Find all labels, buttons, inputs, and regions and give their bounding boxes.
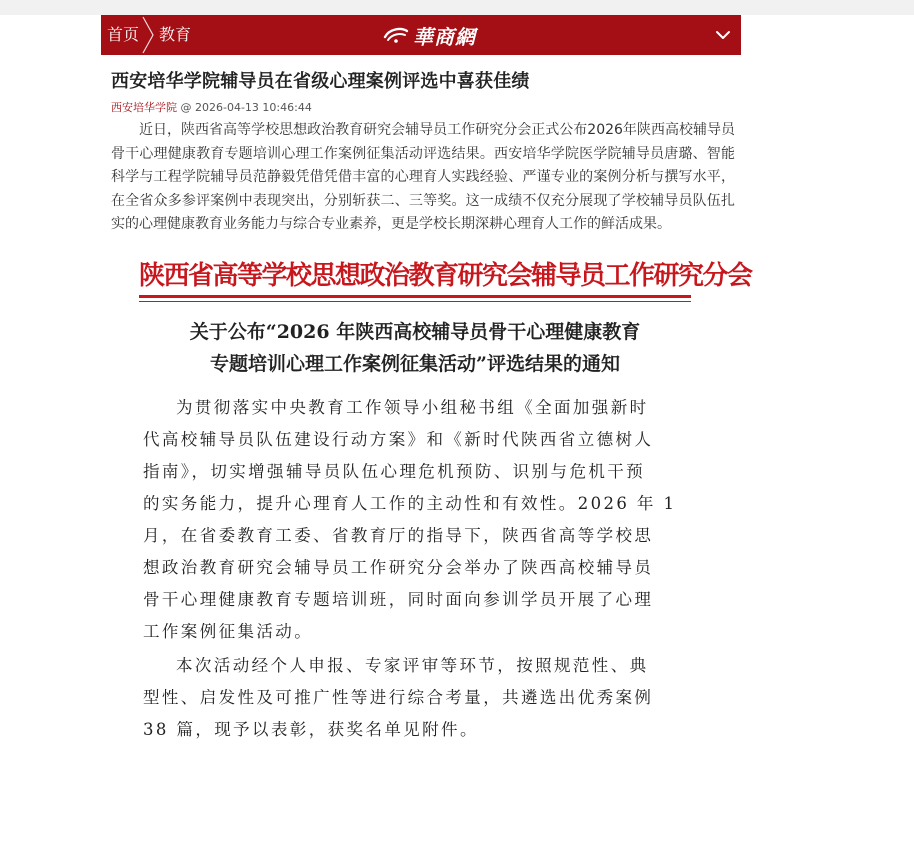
notice-paragraph-line: 的实务能力，提升心理育人工作的主动性和有效性。2026 年 1 (143, 493, 677, 513)
notice-paragraph-line: 骨干心理健康教育专题培训班，同时面向参训学员开展了心理 (143, 589, 654, 609)
notice-title-line: 关于公布“2026 年陕西高校辅导员骨干心理健康教育 (189, 320, 641, 343)
at-symbol: @ (180, 101, 192, 114)
notice-paragraph-line: 想政治教育研究会辅导员工作研究分会举办了陕西高校辅导员 (143, 557, 654, 577)
notice-paragraph-line: 型性、启发性及可推广性等进行综合考量，共遴选出优秀案例 (143, 687, 654, 707)
breadcrumb-home-link[interactable]: 首页 (107, 25, 140, 44)
page (101, 15, 752, 799)
logo-text: 華商網 (413, 24, 476, 49)
logo-swoosh-icon (383, 25, 409, 45)
notice-document-image (139, 259, 752, 799)
site-logo[interactable] (383, 21, 476, 49)
article-body: 近日，陕西省高等学校思想政治教育研究会辅导员工作研究分会正式公布2026年陕西高校辅导员骨干心理健康教育专题培训心理工作案例征集活动评选结果。西安培华学院医学院辅导员唐璐、智能科学与工程学院辅导员范静毅凭借凭借丰富的心理育人实践经验、严谨专业的案例分析与撰写水平，在全省众多参评案例中表现突出，分别斩获二、三等奖。这一成绩不仅充分展现了学校辅导员队伍扎实的心理健康教育业务能力与综合专业素养，更是学校长期深耕心理育人工作的鲜活成果。 (111, 122, 735, 232)
breadcrumb-section-link[interactable]: 教育 (159, 25, 192, 44)
article-source-link[interactable]: 西安培华学院 (111, 101, 177, 114)
notice-org-name: 陕西省高等学校思想政治教育研究会辅导员工作研究分会 (139, 260, 752, 291)
notice-paragraph-line: 本次活动经个人申报、专家评审等环节，按照规范性、典 (176, 655, 649, 675)
notice-paragraph-line: 代高校辅导员队伍建设行动方案》和《新时代陕西省立德树人 (143, 429, 654, 449)
chevron-down-icon[interactable] (713, 25, 733, 45)
article-meta (111, 101, 741, 115)
breadcrumb-separator-icon (141, 15, 155, 55)
notice-paragraph-line: 为贯彻落实中央教育工作领导小组秘书组《全面加强新时 (176, 397, 649, 417)
article-datetime: 2026-04-13 10:46:44 (195, 101, 312, 114)
notice-title-line: 专题培训心理工作案例征集活动”评选结果的通知 (210, 352, 620, 375)
browser-top-strip (0, 0, 914, 15)
notice-paragraph-line: 38 篇，现予以表彰，获奖名单见附件。 (143, 719, 479, 739)
notice-divider-thick (139, 295, 691, 298)
site-header (101, 15, 741, 55)
notice-paragraph-line: 工作案例征集活动。 (143, 621, 314, 641)
article-title: 西安培华学院辅导员在省级心理案例评选中喜获佳绩 (111, 71, 530, 92)
notice-divider-thin (139, 301, 691, 302)
notice-paragraph-line: 月，在省委教育工委、省教育厅的指导下，陕西省高等学校思 (143, 525, 654, 545)
notice-paragraph-line: 指南》，切实增强辅导员队伍心理危机预防、识别与危机干预 (143, 461, 646, 481)
